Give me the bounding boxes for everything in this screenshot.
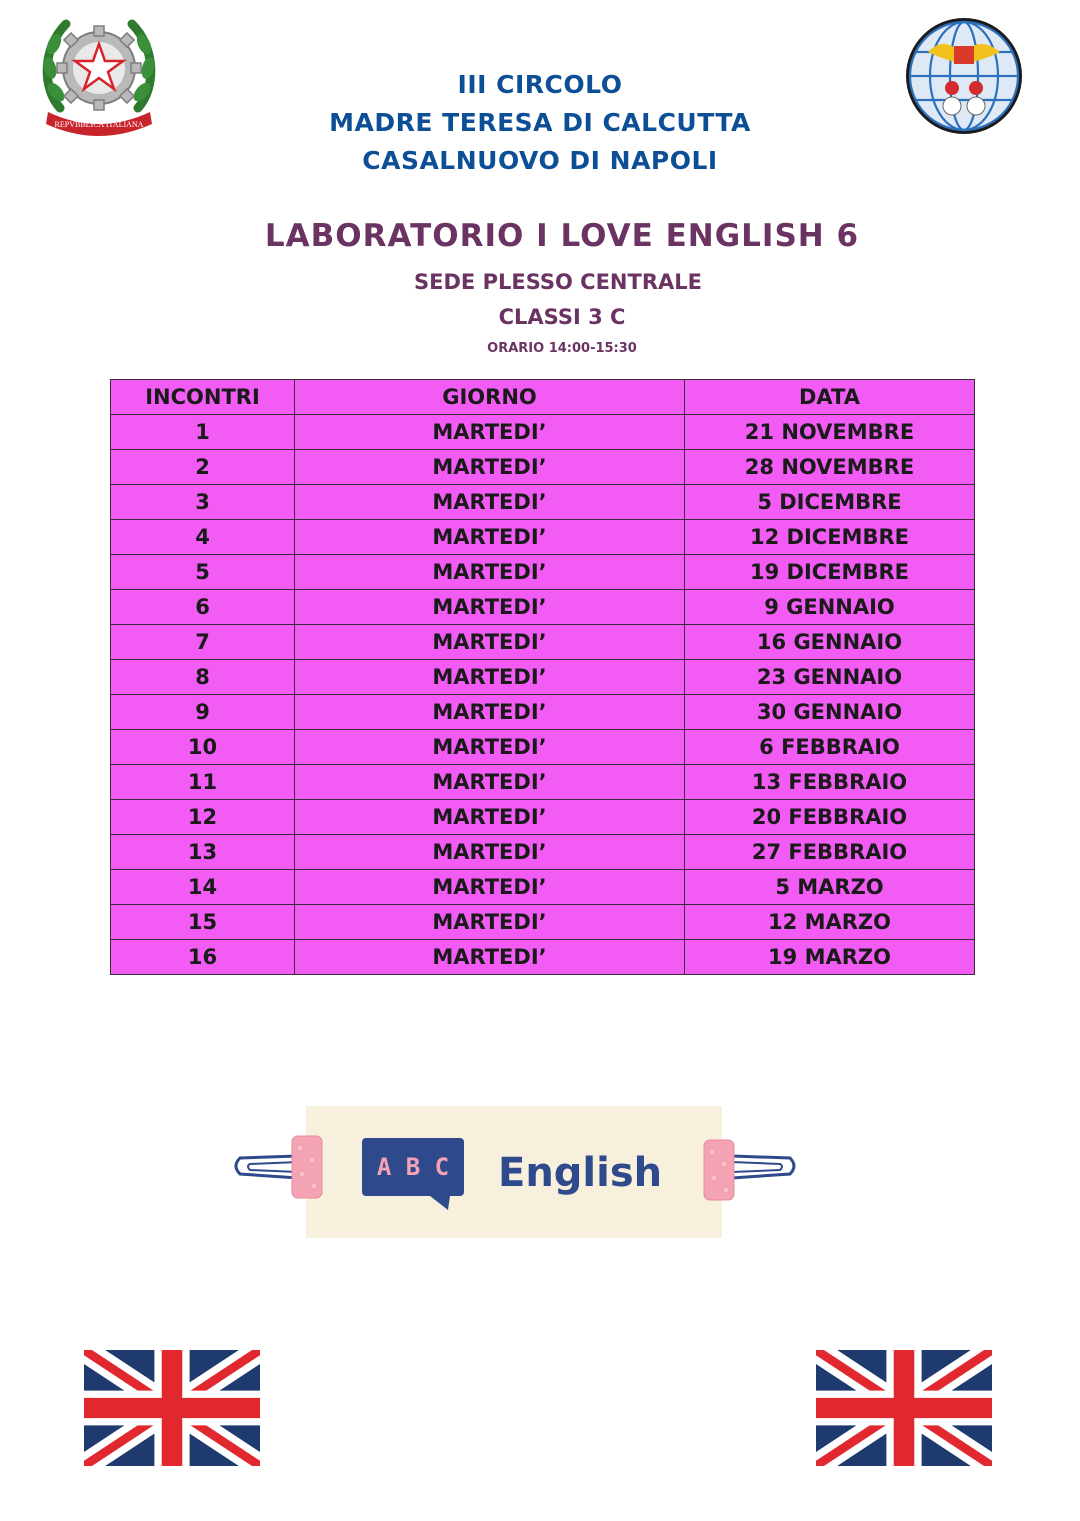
cell-giorno: MARTEDI’	[295, 765, 685, 800]
uk-flag-icon	[84, 1350, 260, 1466]
cell-giorno: MARTEDI’	[295, 450, 685, 485]
table-row	[111, 415, 975, 450]
cell-giorno: MARTEDI’	[295, 905, 685, 940]
cell-incontro: 4	[111, 520, 295, 555]
header-data: DATA	[685, 380, 975, 415]
cell-data: 5 MARZO	[685, 870, 975, 905]
header-incontri: INCONTRI	[111, 380, 295, 415]
cell-data: 13 FEBBRAIO	[685, 765, 975, 800]
cell-giorno: MARTEDI’	[295, 695, 685, 730]
cell-giorno: MARTEDI’	[295, 835, 685, 870]
lab-orario: ORARIO 14:00-15:30	[487, 341, 637, 356]
school-line-name: MADRE TERESA DI CALCUTTA	[329, 108, 751, 137]
cell-giorno: MARTEDI’	[295, 660, 685, 695]
table-row	[111, 835, 975, 870]
table-row	[111, 485, 975, 520]
cell-incontro: 16	[111, 940, 295, 975]
emblem-ribbon-text: REPVBBLICA ITALIANA	[54, 120, 144, 129]
cell-giorno: MARTEDI’	[295, 870, 685, 905]
cell-data: 30 GENNAIO	[685, 695, 975, 730]
cell-incontro: 11	[111, 765, 295, 800]
cell-data: 9 GENNAIO	[685, 590, 975, 625]
cell-incontro: 12	[111, 800, 295, 835]
table-row	[111, 695, 975, 730]
right-binder-clip-icon	[704, 1140, 794, 1200]
table-row	[111, 940, 975, 975]
table-row	[111, 520, 975, 555]
cell-data: 28 NOVEMBRE	[685, 450, 975, 485]
cell-incontro: 2	[111, 450, 295, 485]
table-row	[111, 555, 975, 590]
lab-sede: SEDE PLESSO CENTRALE	[414, 270, 702, 294]
cell-data: 19 DICEMBRE	[685, 555, 975, 590]
cell-incontro: 7	[111, 625, 295, 660]
english-label: English	[498, 1150, 663, 1196]
cell-data: 19 MARZO	[685, 940, 975, 975]
cell-giorno: MARTEDI’	[295, 590, 685, 625]
table-header-row	[111, 380, 975, 415]
cell-incontro: 9	[111, 695, 295, 730]
cell-giorno: MARTEDI’	[295, 940, 685, 975]
table-row	[111, 765, 975, 800]
table-row	[111, 625, 975, 660]
lab-classi: CLASSI 3 C	[498, 305, 626, 329]
cell-incontro: 8	[111, 660, 295, 695]
left-binder-clip-icon	[236, 1136, 322, 1198]
cell-incontro: 1	[111, 415, 295, 450]
school-heading	[0, 66, 1080, 180]
cell-giorno: MARTEDI’	[295, 800, 685, 835]
table-row	[111, 870, 975, 905]
cell-data: 12 DICEMBRE	[685, 520, 975, 555]
cell-giorno: MARTEDI’	[295, 555, 685, 590]
english-banner	[230, 1100, 800, 1245]
cell-giorno: MARTEDI’	[295, 485, 685, 520]
cell-data: 6 FEBBRAIO	[685, 730, 975, 765]
cell-data: 16 GENNAIO	[685, 625, 975, 660]
cell-giorno: MARTEDI’	[295, 625, 685, 660]
abc-bubble-text: A B C	[376, 1153, 450, 1181]
cell-giorno: MARTEDI’	[295, 520, 685, 555]
cell-data: 27 FEBBRAIO	[685, 835, 975, 870]
school-line-circolo: III CIRCOLO	[457, 70, 623, 99]
cell-incontro: 15	[111, 905, 295, 940]
table-row	[111, 800, 975, 835]
table-row	[111, 660, 975, 695]
uk-flag-icon	[816, 1350, 992, 1466]
cell-incontro: 6	[111, 590, 295, 625]
table-row	[111, 590, 975, 625]
cell-incontro: 3	[111, 485, 295, 520]
header-giorno: GIORNO	[295, 380, 685, 415]
table-row	[111, 450, 975, 485]
cell-data: 5 DICEMBRE	[685, 485, 975, 520]
cell-giorno: MARTEDI’	[295, 415, 685, 450]
lab-title: LABORATORIO I LOVE ENGLISH 6	[264, 218, 860, 254]
schedule-table	[110, 379, 975, 975]
cell-incontro: 5	[111, 555, 295, 590]
cell-data: 12 MARZO	[685, 905, 975, 940]
cell-data: 20 FEBBRAIO	[685, 800, 975, 835]
table-row	[111, 730, 975, 765]
cell-data: 21 NOVEMBRE	[685, 415, 975, 450]
cell-incontro: 13	[111, 835, 295, 870]
cell-data: 23 GENNAIO	[685, 660, 975, 695]
cell-incontro: 14	[111, 870, 295, 905]
cell-incontro: 10	[111, 730, 295, 765]
table-row	[111, 905, 975, 940]
cell-giorno: MARTEDI’	[295, 730, 685, 765]
school-line-city: CASALNUOVO DI NAPOLI	[362, 146, 718, 175]
